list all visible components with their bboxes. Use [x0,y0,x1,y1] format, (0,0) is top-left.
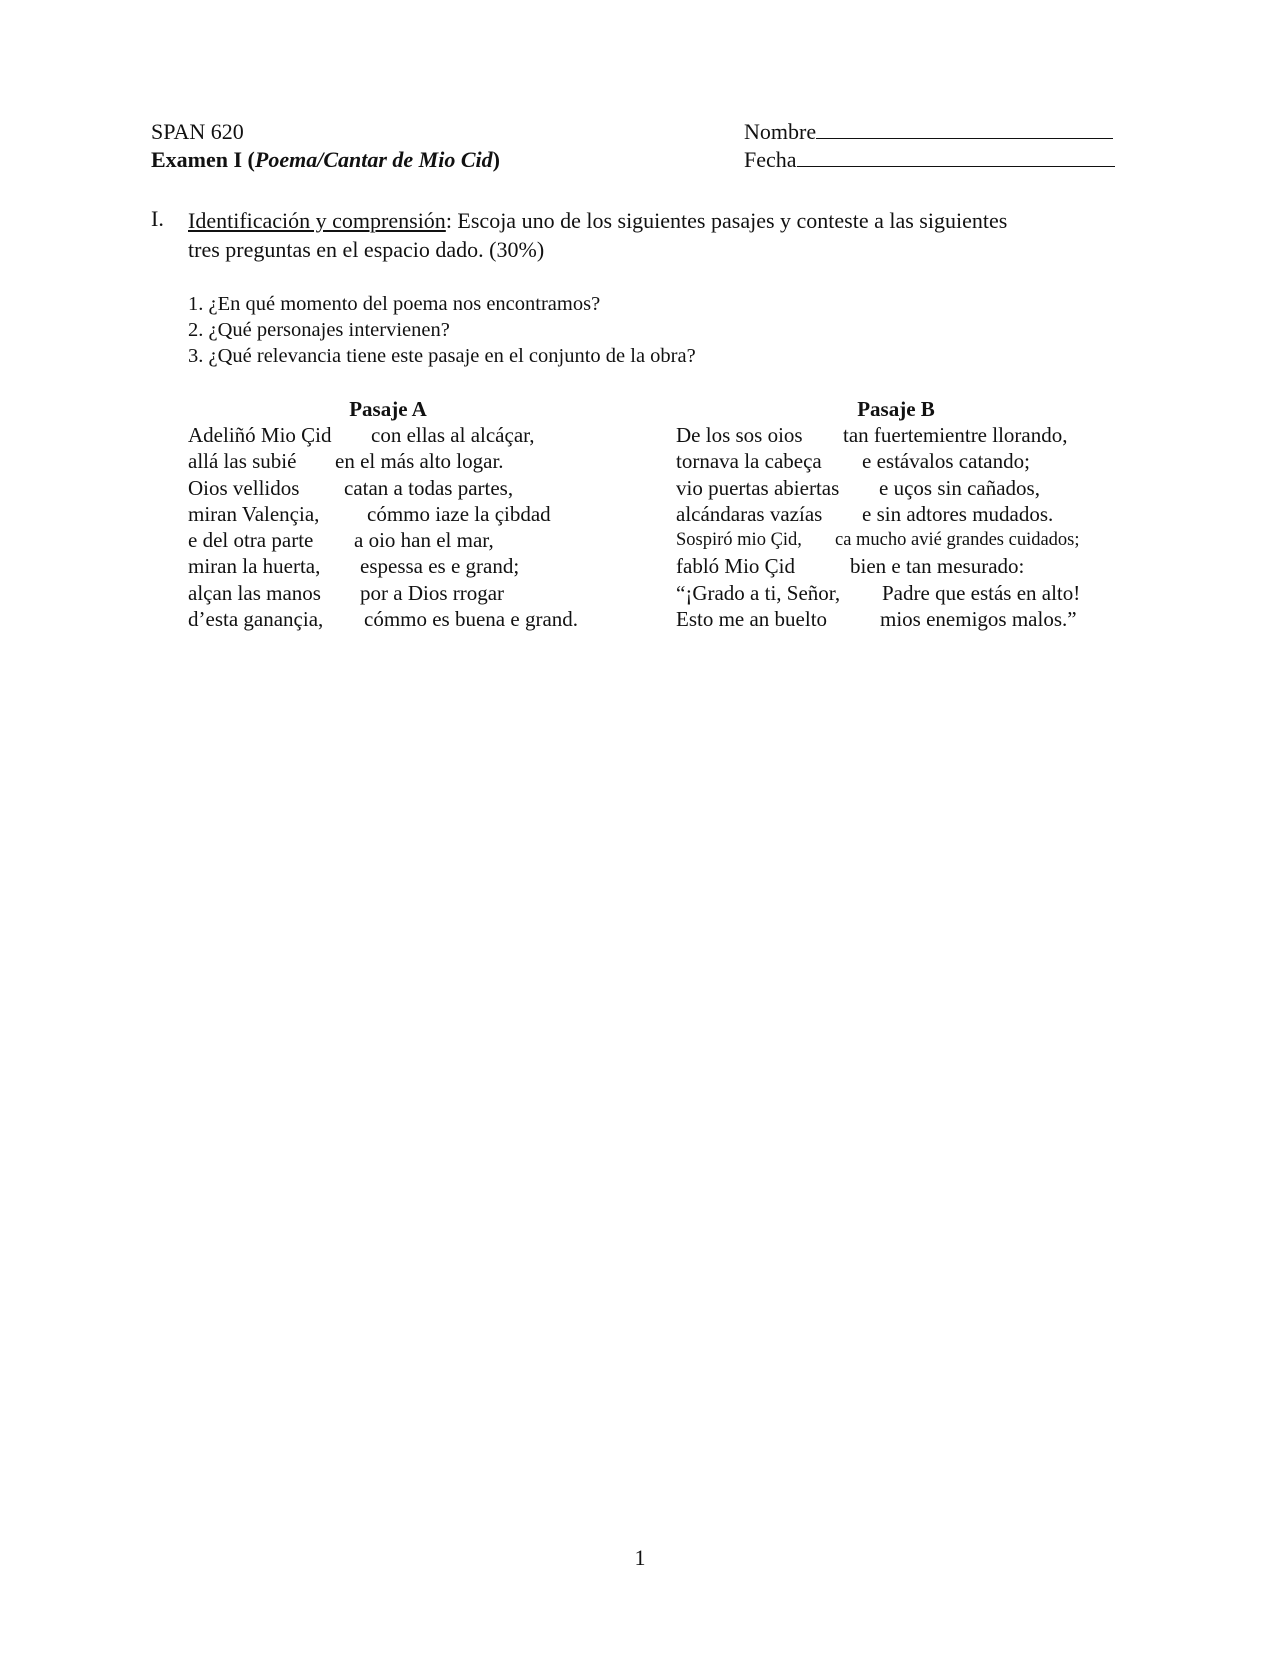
hemistich-first: De los sos oios [676,423,803,447]
hemistich-first: Oios vellidos [188,475,300,500]
question-item: 3. ¿Qué relevancia tiene este pasaje en el conjunto de la obra? [188,345,696,367]
page-number: 1 [634,1545,646,1570]
verse-line [676,580,1146,606]
hemistich-second: por a Dios rrogar [360,580,505,605]
verse-line [188,501,638,527]
hemistich-second: con ellas al alcáçar, [371,423,535,447]
hemistich-first: tornava la cabeça [676,449,822,474]
hemistich-second: ca mucho avié grandes cuidados; [835,530,1080,551]
hemistich-first: vio puertas abiertas [676,475,840,500]
exam-title-italic: Poema/Cantar de Mio Cid [254,147,493,172]
hemistich-first: Sospiró mio Çid, [676,530,802,551]
hemistich-first: e del otra parte [188,528,314,553]
hemistich-first: d’esta ganançia, [188,607,324,632]
verse-line [676,527,1146,553]
verse-line [188,422,638,448]
header-left [151,118,500,174]
name-field[interactable] [744,118,1115,146]
verse-line [676,422,1146,448]
hemistich-second: bien e tan mesurado: [850,554,1025,579]
hemistich-first: allá las subié [188,449,297,474]
hemistich-first: miran la huerta, [188,554,321,579]
section-number: I. [151,206,164,231]
passage-a [188,396,638,632]
hemistich-second: catan a todas partes, [344,475,514,500]
verse-line [188,527,638,553]
hemistich-second: en el más alto logar. [335,449,504,474]
instructions-line-1: : Escoja uno de los siguientes pasajes y conteste a las siguientes [445,208,1008,233]
passage-b [676,396,1146,632]
hemistich-second: e estávalos catando; [862,449,1030,474]
hemistich-first: “¡Grado a ti, Señor, [676,580,841,605]
question-list [188,291,696,369]
hemistich-first: Adeliñó Mio Çid [188,423,332,447]
hemistich-second: Padre que estás en alto! [882,580,1081,605]
hemistich-first: alcándaras vazías [676,501,823,526]
hemistich-second: espessa es e grand; [360,554,520,579]
verse-line [676,501,1146,527]
name-label: Nombre [744,119,817,144]
hemistich-second: tan fuertemientre llorando, [843,423,1068,447]
verse-line [188,475,638,501]
hemistich-second: cómmo iaze la çibdad [367,501,551,526]
passage-a-title: Pasaje A [349,397,427,421]
section-instructions [188,206,1128,264]
verse-line [188,580,638,606]
date-blank[interactable] [797,146,1115,167]
verse-line [188,553,638,579]
hemistich-second: cómmo es buena e grand. [364,607,579,632]
hemistich-second: e uços sin cañados, [879,475,1040,500]
question-item: 1. ¿En qué momento del poema nos encontramos? [188,293,601,315]
hemistich-first: fabló Mio Çid [676,554,795,579]
hemistich-first: miran Valençia, [188,501,320,526]
verse-line [676,448,1146,474]
name-blank[interactable] [816,118,1113,139]
date-field[interactable] [744,146,1115,174]
date-label: Fecha [744,147,797,172]
hemistich-second: e sin adtores mudados. [862,501,1054,526]
exam-title-suffix: ) [492,147,500,172]
hemistich-second: a oio han el mar, [354,528,494,553]
instructions-line-2: tres preguntas en el espacio dado. (30%) [188,237,545,262]
verse-line [676,553,1146,579]
exam-title-prefix: Examen I ( [151,147,255,172]
passage-b-title: Pasaje B [857,397,935,421]
section-heading: Identificación y comprensión [188,208,446,233]
verse-line [676,606,1146,632]
hemistich-second: mios enemigos malos.” [880,607,1077,632]
header-right [744,118,1115,174]
hemistich-first: alçan las manos [188,580,321,605]
course-code: SPAN 620 [151,119,244,144]
question-item: 2. ¿Qué personajes intervienen? [188,319,450,341]
verse-line [188,606,638,632]
verse-line [676,475,1146,501]
hemistich-first: Esto me an buelto [676,607,828,632]
verse-line [188,448,638,474]
exam-title [151,146,500,174]
